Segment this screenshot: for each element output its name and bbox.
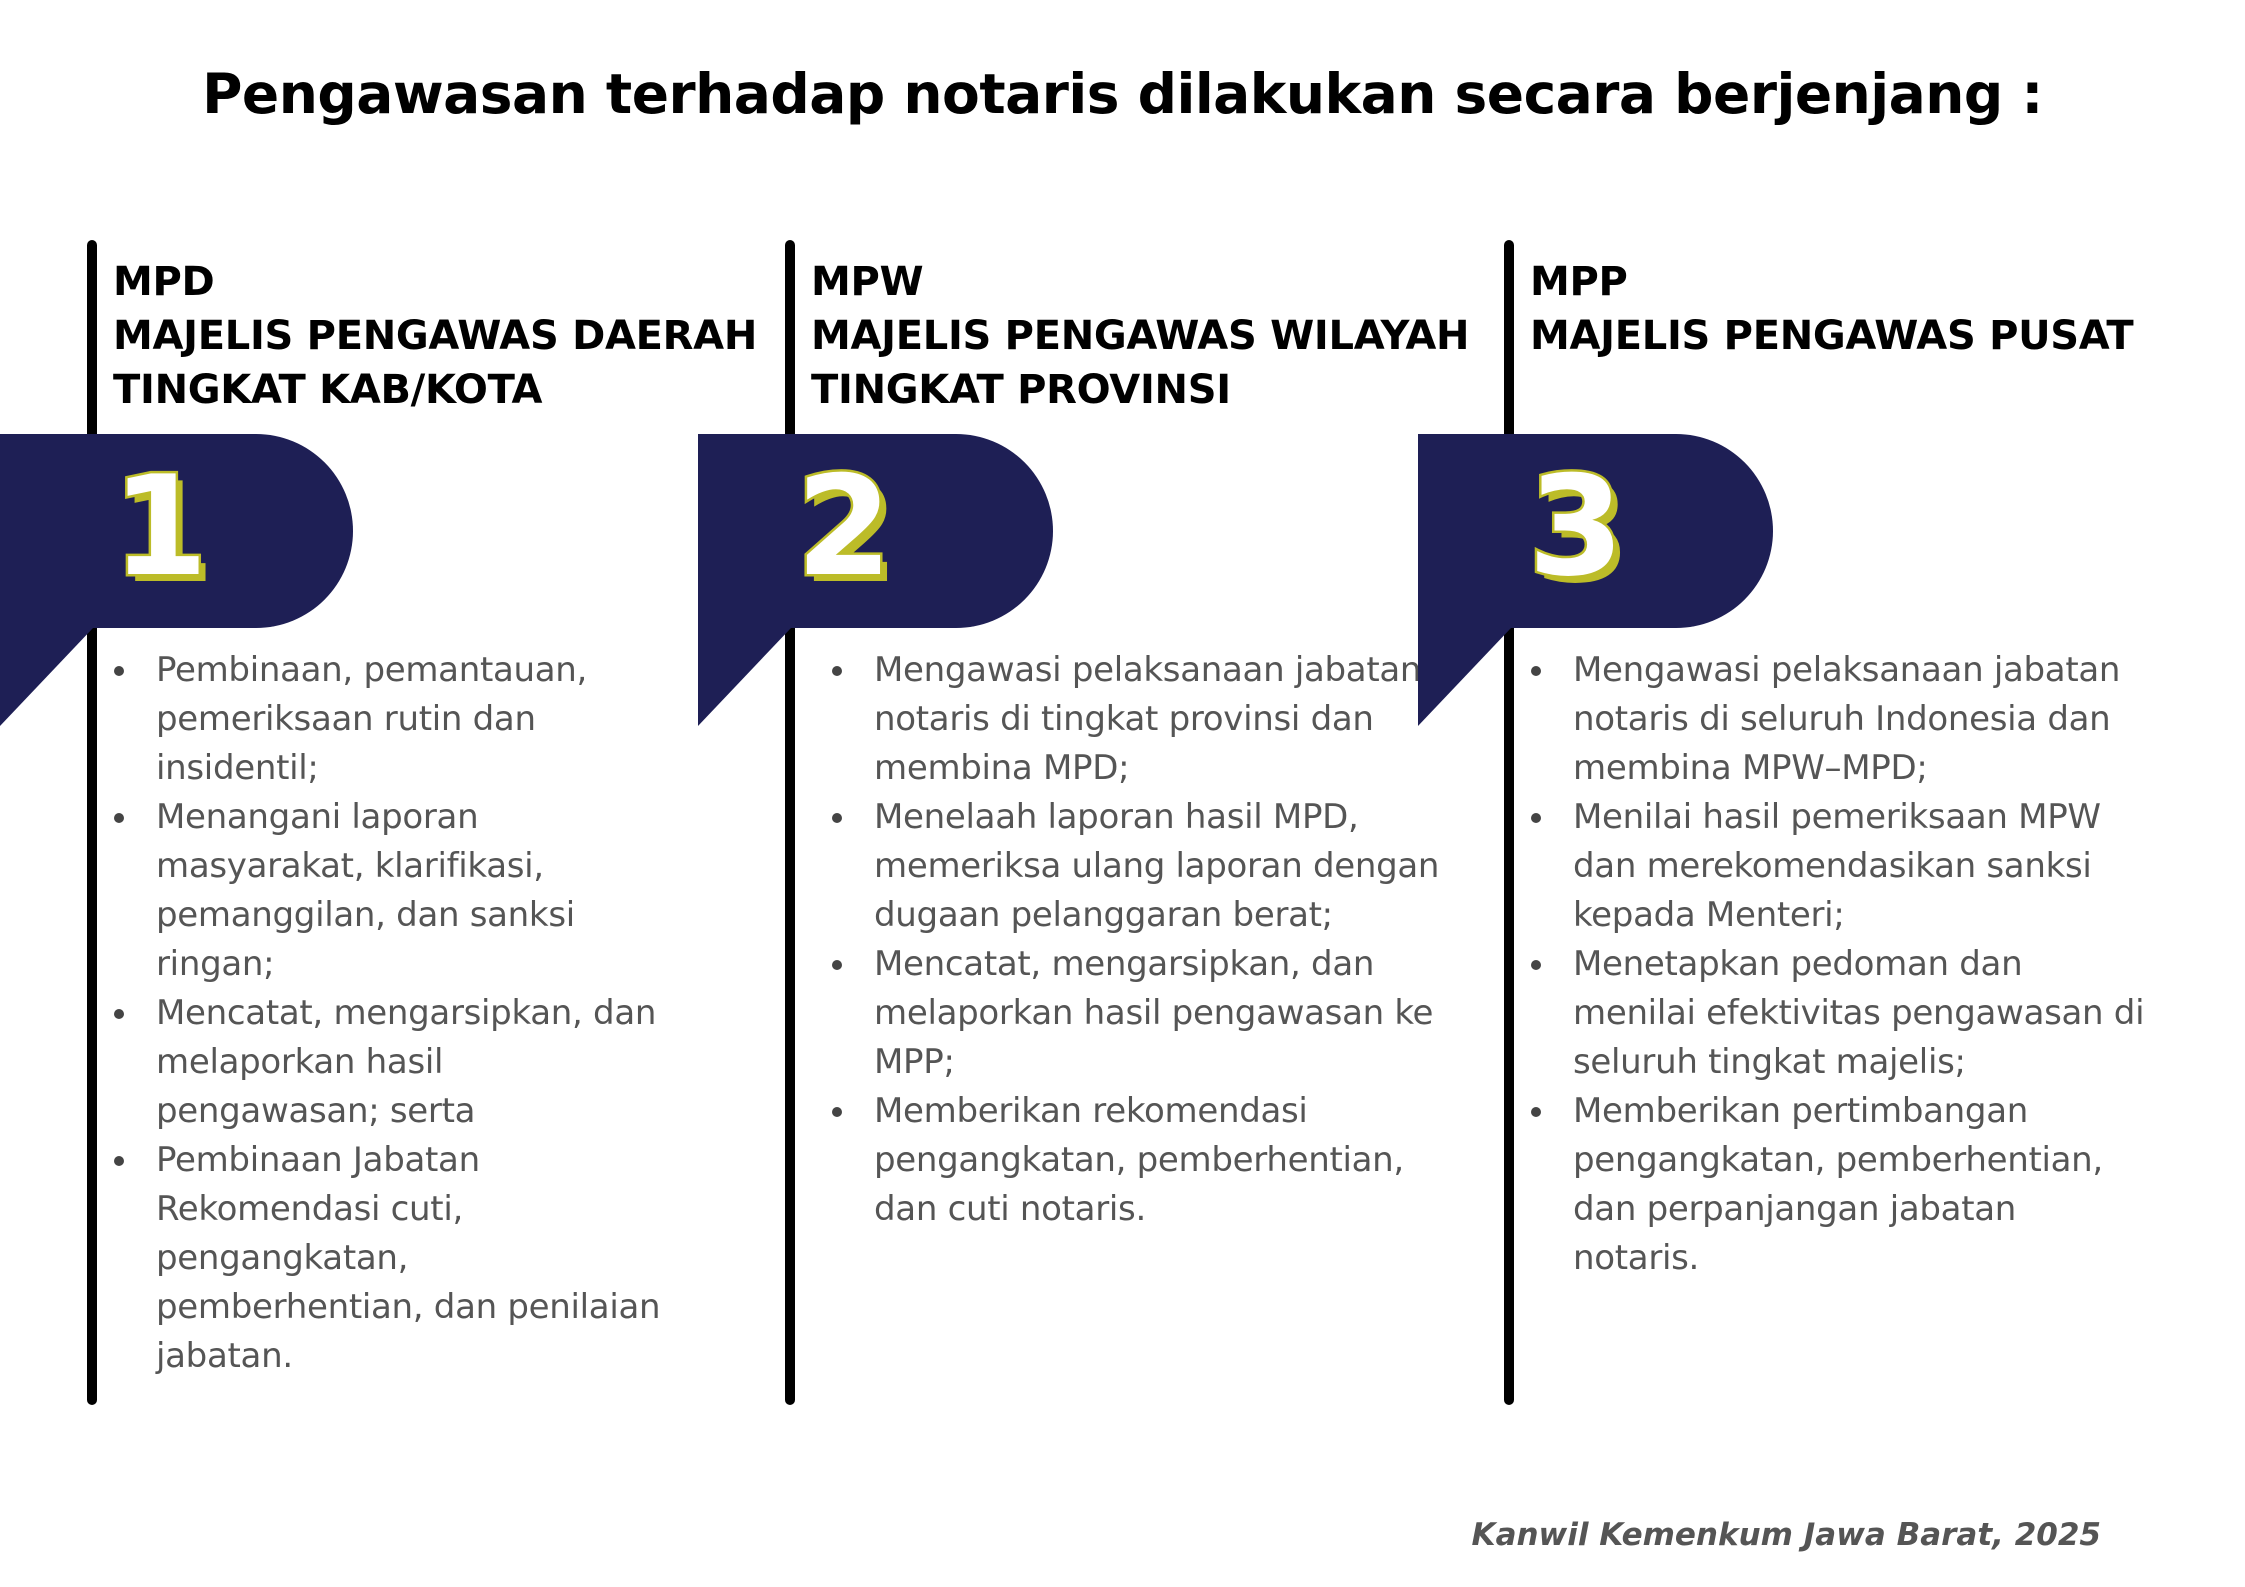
list-item: Menelaah laporan hasil MPD, memeriksa ulang laporan dengan dugaan pelanggaran berat; <box>828 793 1448 940</box>
page-title: Pengawasan terhadap notaris dilakukan secara berjenjang : <box>202 62 2043 126</box>
list-item: Menilai hasil pemeriksaan MPW dan merekomendasikan sanksi kepada Menteri; <box>1527 793 2147 940</box>
list-item: Pembinaan Jabatan Rekomendasi cuti, pengangkatan, pemberhentian, dan penilaian jabatan. <box>110 1136 670 1381</box>
banner-fold <box>1418 628 1511 726</box>
level-number: 3 <box>1528 446 1625 607</box>
list-item: Memberikan rekomendasi pengangkatan, pemberhentian, dan cuti notaris. <box>828 1087 1448 1234</box>
column-divider-line <box>1504 240 1514 1405</box>
column-divider-line <box>785 240 795 1405</box>
level-scope: TINGKAT KAB/KOTA <box>113 367 543 413</box>
duties-list <box>1527 646 2147 1283</box>
list-item: Mengawasi pelaksanaan jabatan notaris di seluruh Indonesia dan membina MPW–MPD; <box>1527 646 2147 793</box>
level-abbreviation: MPW <box>811 259 924 305</box>
duties-list <box>828 646 1448 1234</box>
banner-fold <box>0 628 93 726</box>
level-scope: TINGKAT PROVINSI <box>811 367 1231 413</box>
list-item: Pembinaan, pemantauan, pemeriksaan rutin dan insidentil; <box>110 646 670 793</box>
list-item: Mencatat, mengarsipkan, dan melaporkan hasil pengawasan ke MPP; <box>828 940 1448 1087</box>
list-item: Mengawasi pelaksanaan jabatan notaris di tingkat provinsi dan membina MPD; <box>828 646 1448 793</box>
column-divider-line <box>87 240 97 1405</box>
level-fullname: MAJELIS PENGAWAS PUSAT <box>1530 313 2134 359</box>
banner-fold <box>698 628 791 726</box>
level-fullname: MAJELIS PENGAWAS WILAYAH <box>811 313 1470 359</box>
level-heading <box>1530 255 2133 363</box>
level-number: 1 <box>112 446 209 607</box>
list-item: Mencatat, mengarsipkan, dan melaporkan hasil pengawasan; serta <box>110 989 670 1136</box>
level-abbreviation: MPD <box>113 259 215 305</box>
level-number: 2 <box>796 446 893 607</box>
list-item: Memberikan pertimbangan pengangkatan, pemberhentian, dan perpanjangan jabatan notaris. <box>1527 1087 2147 1283</box>
list-item: Menetapkan pedoman dan menilai efektivitas pengawasan di seluruh tingkat majelis; <box>1527 940 2147 1087</box>
level-fullname: MAJELIS PENGAWAS DAERAH <box>113 313 758 359</box>
source-credit: Kanwil Kemenkum Jawa Barat, 2025 <box>1471 1517 2101 1553</box>
level-abbreviation: MPP <box>1530 259 1628 305</box>
list-item: Menangani laporan masyarakat, klarifikasi, pemanggilan, dan sanksi ringan; <box>110 793 670 989</box>
duties-list <box>110 646 670 1381</box>
level-heading <box>113 255 757 417</box>
level-heading <box>811 255 1469 417</box>
